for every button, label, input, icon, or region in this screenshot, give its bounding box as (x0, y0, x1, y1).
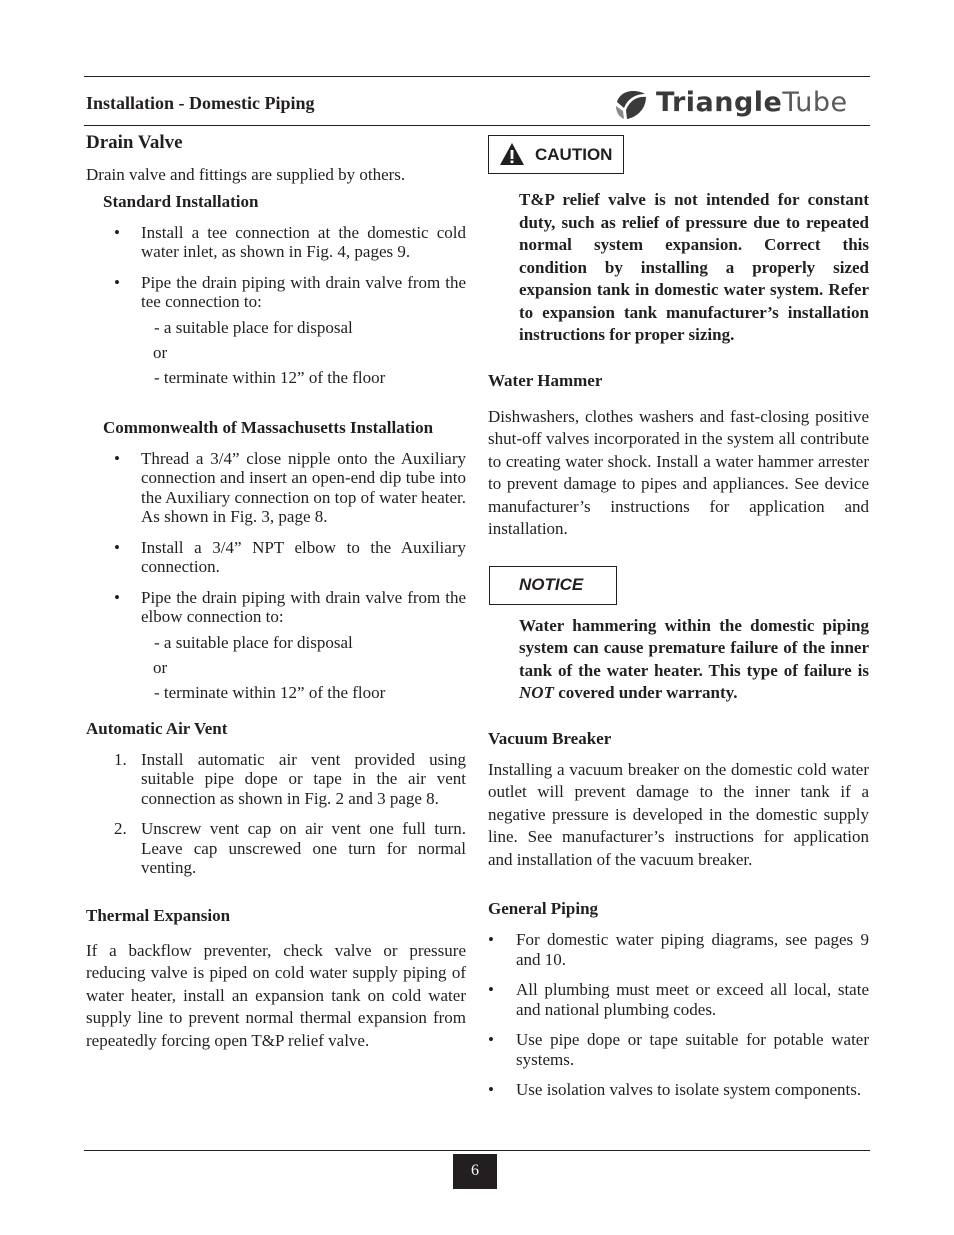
or-label: or (153, 657, 168, 677)
caution-label: CAUTION (535, 145, 613, 164)
list-item: • Pipe the drain piping with drain valve from the tee connection to: (114, 272, 466, 311)
drain-valve-heading: Drain Valve (86, 132, 183, 153)
vacuum-breaker-body: Installing a vacuum breaker on the domestic cold water outlet will prevent damage to the inner tank if a negative pressure is developed in the domestic supply line. See manufacturer’s instructions for application and installation of the vacuum breaker. (488, 759, 869, 869)
thermal-expansion-body: If a backflow preventer, check valve or pressure reducing valve is piped on cold water supply piping of water heater, install an expansion tank on cold water supply line to prevent normal thermal expansion from repeatedly forcing open T&P relief valve. (86, 940, 466, 1050)
list-item: 1. Install automatic air vent provided using suitable pipe dope or tape in the air vent connection as shown in Fig. 2 and 3 page 8. (114, 749, 466, 808)
thermal-expansion-heading: Thermal Expansion (86, 905, 231, 925)
list-item: • For domestic water piping diagrams, see pages 9 and 10. (488, 930, 869, 969)
list-item: • All plumbing must meet or exceed all local, state and national plumbing codes. (488, 980, 869, 1019)
disposal-option: - a suitable place for disposal (154, 632, 353, 652)
list-item: • Use isolation valves to isolate system components. (488, 1080, 862, 1099)
disposal-option: - a suitable place for disposal (154, 317, 353, 337)
caution-box (488, 135, 624, 174)
list-item: • Thread a 3/4” close nipple onto the Auxiliary connection and insert an open-end dip tube into the Auxiliary connection on top of water heater. As shown in Fig. 3, page 8. (114, 448, 466, 526)
list-item: • Install a tee connection at the domestic cold water inlet, as shown in Fig. 4, pages 9. (114, 222, 466, 261)
floor-option: - terminate within 12” of the floor (154, 682, 386, 702)
vacuum-breaker-heading: Vacuum Breaker (488, 728, 612, 748)
list-item: • Install a 3/4” NPT elbow to the Auxiliary connection. (114, 537, 466, 576)
list-item: • Pipe the drain piping with drain valve from the elbow connection to: (114, 587, 466, 626)
section-title: Installation - Domestic Piping (86, 93, 315, 113)
or-label: or (153, 342, 168, 362)
water-hammer-heading: Water Hammer (488, 370, 603, 390)
general-piping-heading: General Piping (488, 899, 599, 918)
right-column (488, 130, 869, 1100)
list-item: • Use pipe dope or tape suitable for potable water systems. (488, 1030, 869, 1069)
header-top-rule (84, 76, 870, 77)
footer-rule (84, 1150, 870, 1151)
warning-icon (499, 142, 525, 166)
triangle-tube-logo-icon (614, 86, 650, 122)
notice-text: Water hammering within the domestic piping system can cause premature failure of the inner tank of the water heater. This type of failure is NOT covered under warranty. (519, 615, 869, 702)
air-vent-heading: Automatic Air Vent (86, 718, 228, 738)
page-number: 6 (453, 1154, 497, 1189)
list-item: 2. Unscrew vent cap on air vent one full turn. Leave cap unscrewed one turn for normal venting. (114, 819, 466, 877)
header-bottom-rule (84, 125, 870, 126)
notice-label: NOTICE (519, 574, 584, 594)
floor-option: - terminate within 12” of the floor (154, 367, 386, 387)
drain-valve-intro: Drain valve and fittings are supplied by others. (86, 165, 406, 184)
notice-box (489, 566, 617, 605)
standard-installation-heading: Standard Installation (103, 191, 259, 211)
water-hammer-body: Dishwashers, clothes washers and fast-closing positive shut-off valves incorporated in the system all contribute to creating water shock. Install a water hammer arrester to prevent damage to pipes and appliances. See device manufacturer’s instructions for application and installation. (488, 406, 869, 538)
logo-wordmark: TriangleTube (656, 87, 848, 118)
caution-text: T&P relief valve is not intended for constant duty, such as relief of pressure due to repeated normal system expansion. Correct this condition by installing a properly sized expansion tank in domestic water system. Refer to expansion tank manufacturer’s installation instructions for proper sizing. (519, 190, 869, 344)
massachusetts-heading: Commonwealth of Massachusetts Installation (103, 417, 434, 437)
left-column (86, 130, 466, 1052)
triangle-tube-logo (614, 86, 864, 122)
